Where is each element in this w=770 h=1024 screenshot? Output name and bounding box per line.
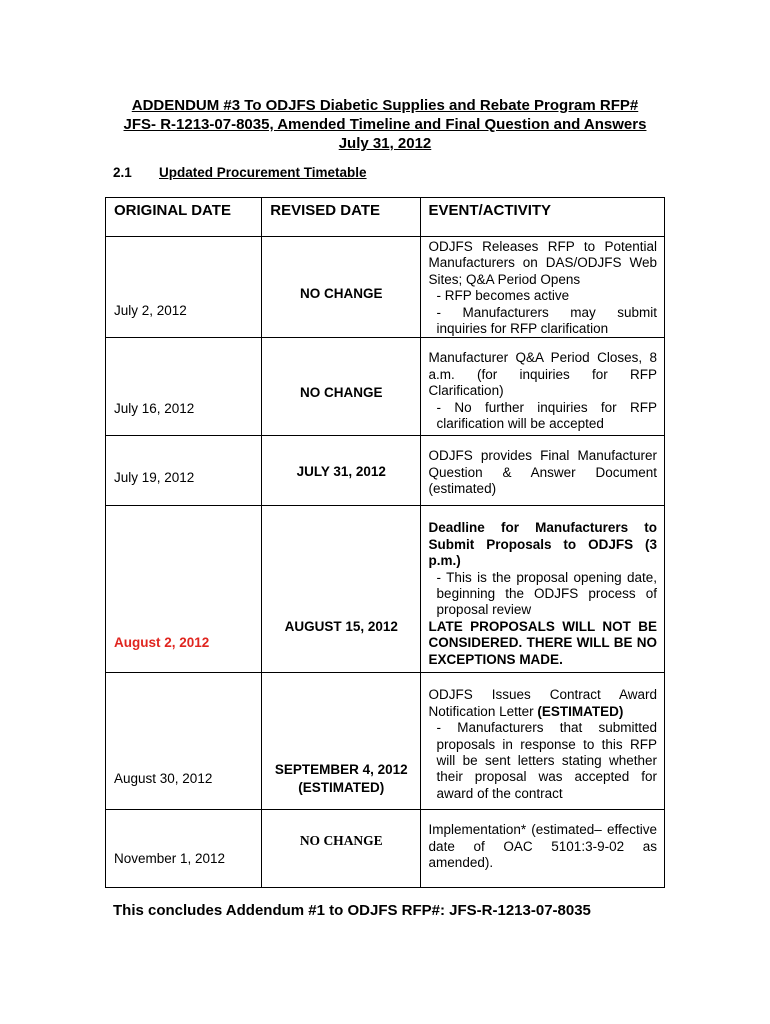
event-text: ODJFS Issues Contract Award Notification Letter (ESTIMATED)	[428, 687, 657, 719]
table-row	[106, 237, 665, 338]
doc-title-date: July 31, 2012	[338, 135, 432, 152]
revised-date: JULY 31, 2012	[296, 464, 386, 480]
event-subitem: - Manufacturers may submit inquiries for RFP clarification	[436, 304, 657, 337]
doc-title-line-1: ADDENDUM #3 To ODJFS Diabetic Supplies and Rebate Program RFP#	[131, 97, 639, 114]
event-text: ODJFS provides Final Manufacturer Question & Answer Document (estimated)	[428, 448, 657, 497]
table-row	[106, 506, 665, 673]
revised-date-cell	[262, 237, 420, 338]
revised-date: SEPTEMBER 4, 2012	[274, 762, 408, 778]
revised-date-cell	[262, 506, 420, 673]
header-original-date: ORIGINAL DATE	[106, 198, 262, 237]
revised-date: NO CHANGE	[300, 385, 383, 401]
table-header-row	[106, 198, 665, 237]
event-text: ODJFS Releases RFP to Potential Manufacturers on DAS/ODJFS Web Sites; Q&A Period Opens	[428, 239, 657, 287]
event-subitem: - This is the proposal opening date, beginning the ODJFS process of proposal review	[436, 569, 657, 618]
original-date: August 30, 2012	[114, 771, 213, 787]
original-date: November 1, 2012	[114, 851, 226, 867]
header-revised-date: REVISED DATE	[262, 198, 420, 237]
event-text: Implementation* (estimated– effective date of OAC 5101:3-9-02 as amended).	[428, 822, 657, 871]
original-date-cell	[106, 338, 262, 436]
event-warning-text: LATE PROPOSALS WILL NOT BE CONSIDERED. THERE WILL BE NO EXCEPTIONS MADE.	[428, 618, 657, 667]
original-date-highlighted: August 2, 2012	[114, 635, 210, 651]
revised-date: AUGUST 15, 2012	[284, 619, 398, 635]
event-cell	[420, 673, 664, 810]
revised-date: NO CHANGE	[300, 286, 383, 301]
revised-date-cell	[262, 436, 420, 506]
event-cell	[420, 237, 664, 338]
event-text: Manufacturer Q&A Period Closes, 8 a.m. (for inquiries for RFP Clarification)	[428, 350, 657, 399]
original-date-cell	[106, 436, 262, 506]
event-cell	[420, 338, 664, 436]
table-row	[106, 436, 665, 506]
original-date-cell	[106, 673, 262, 810]
event-cell	[420, 810, 664, 888]
table-row	[106, 338, 665, 436]
original-date-cell	[106, 237, 262, 338]
revised-date-cell	[262, 338, 420, 436]
event-estimated-label: (ESTIMATED)	[537, 703, 624, 719]
event-subitem: - RFP becomes active	[436, 288, 570, 304]
timetable	[105, 197, 665, 888]
original-date: July 16, 2012	[114, 401, 195, 417]
revised-date-cell	[262, 810, 420, 888]
revised-date-estimated: (ESTIMATED)	[298, 780, 385, 796]
event-cell	[420, 436, 664, 506]
header-event-activity: EVENT/ACTIVITY	[420, 198, 664, 237]
event-cell	[420, 506, 664, 673]
event-subitem: - No further inquiries for RFP clarification will be accepted	[436, 399, 657, 432]
table-row	[106, 810, 665, 888]
table-row	[106, 673, 665, 810]
event-subitem: - Manufacturers that submitted proposals in response to this RFP will be sent letters stating whether their proposal was accepted for award of the contract	[436, 720, 657, 801]
section-title: Updated Procurement Timetable	[159, 165, 367, 180]
doc-title-line-2: JFS- R-1213-07-8035, Amended Timeline and Final Question and Answers	[123, 116, 647, 133]
revised-date: NO CHANGE	[299, 833, 383, 849]
event-deadline-text: Deadline for Manufacturers to Submit Proposals to ODJFS (3 p.m.)	[428, 520, 657, 569]
original-date-cell	[106, 506, 262, 673]
section-number: 2.1	[113, 165, 132, 180]
closing-statement: This concludes Addendum #1 to ODJFS RFP#: JFS-R-1213-07-8035	[113, 902, 591, 919]
revised-date-cell	[262, 673, 420, 810]
original-date: July 2, 2012	[114, 303, 187, 318]
original-date: July 19, 2012	[114, 470, 195, 486]
original-date-cell	[106, 810, 262, 888]
